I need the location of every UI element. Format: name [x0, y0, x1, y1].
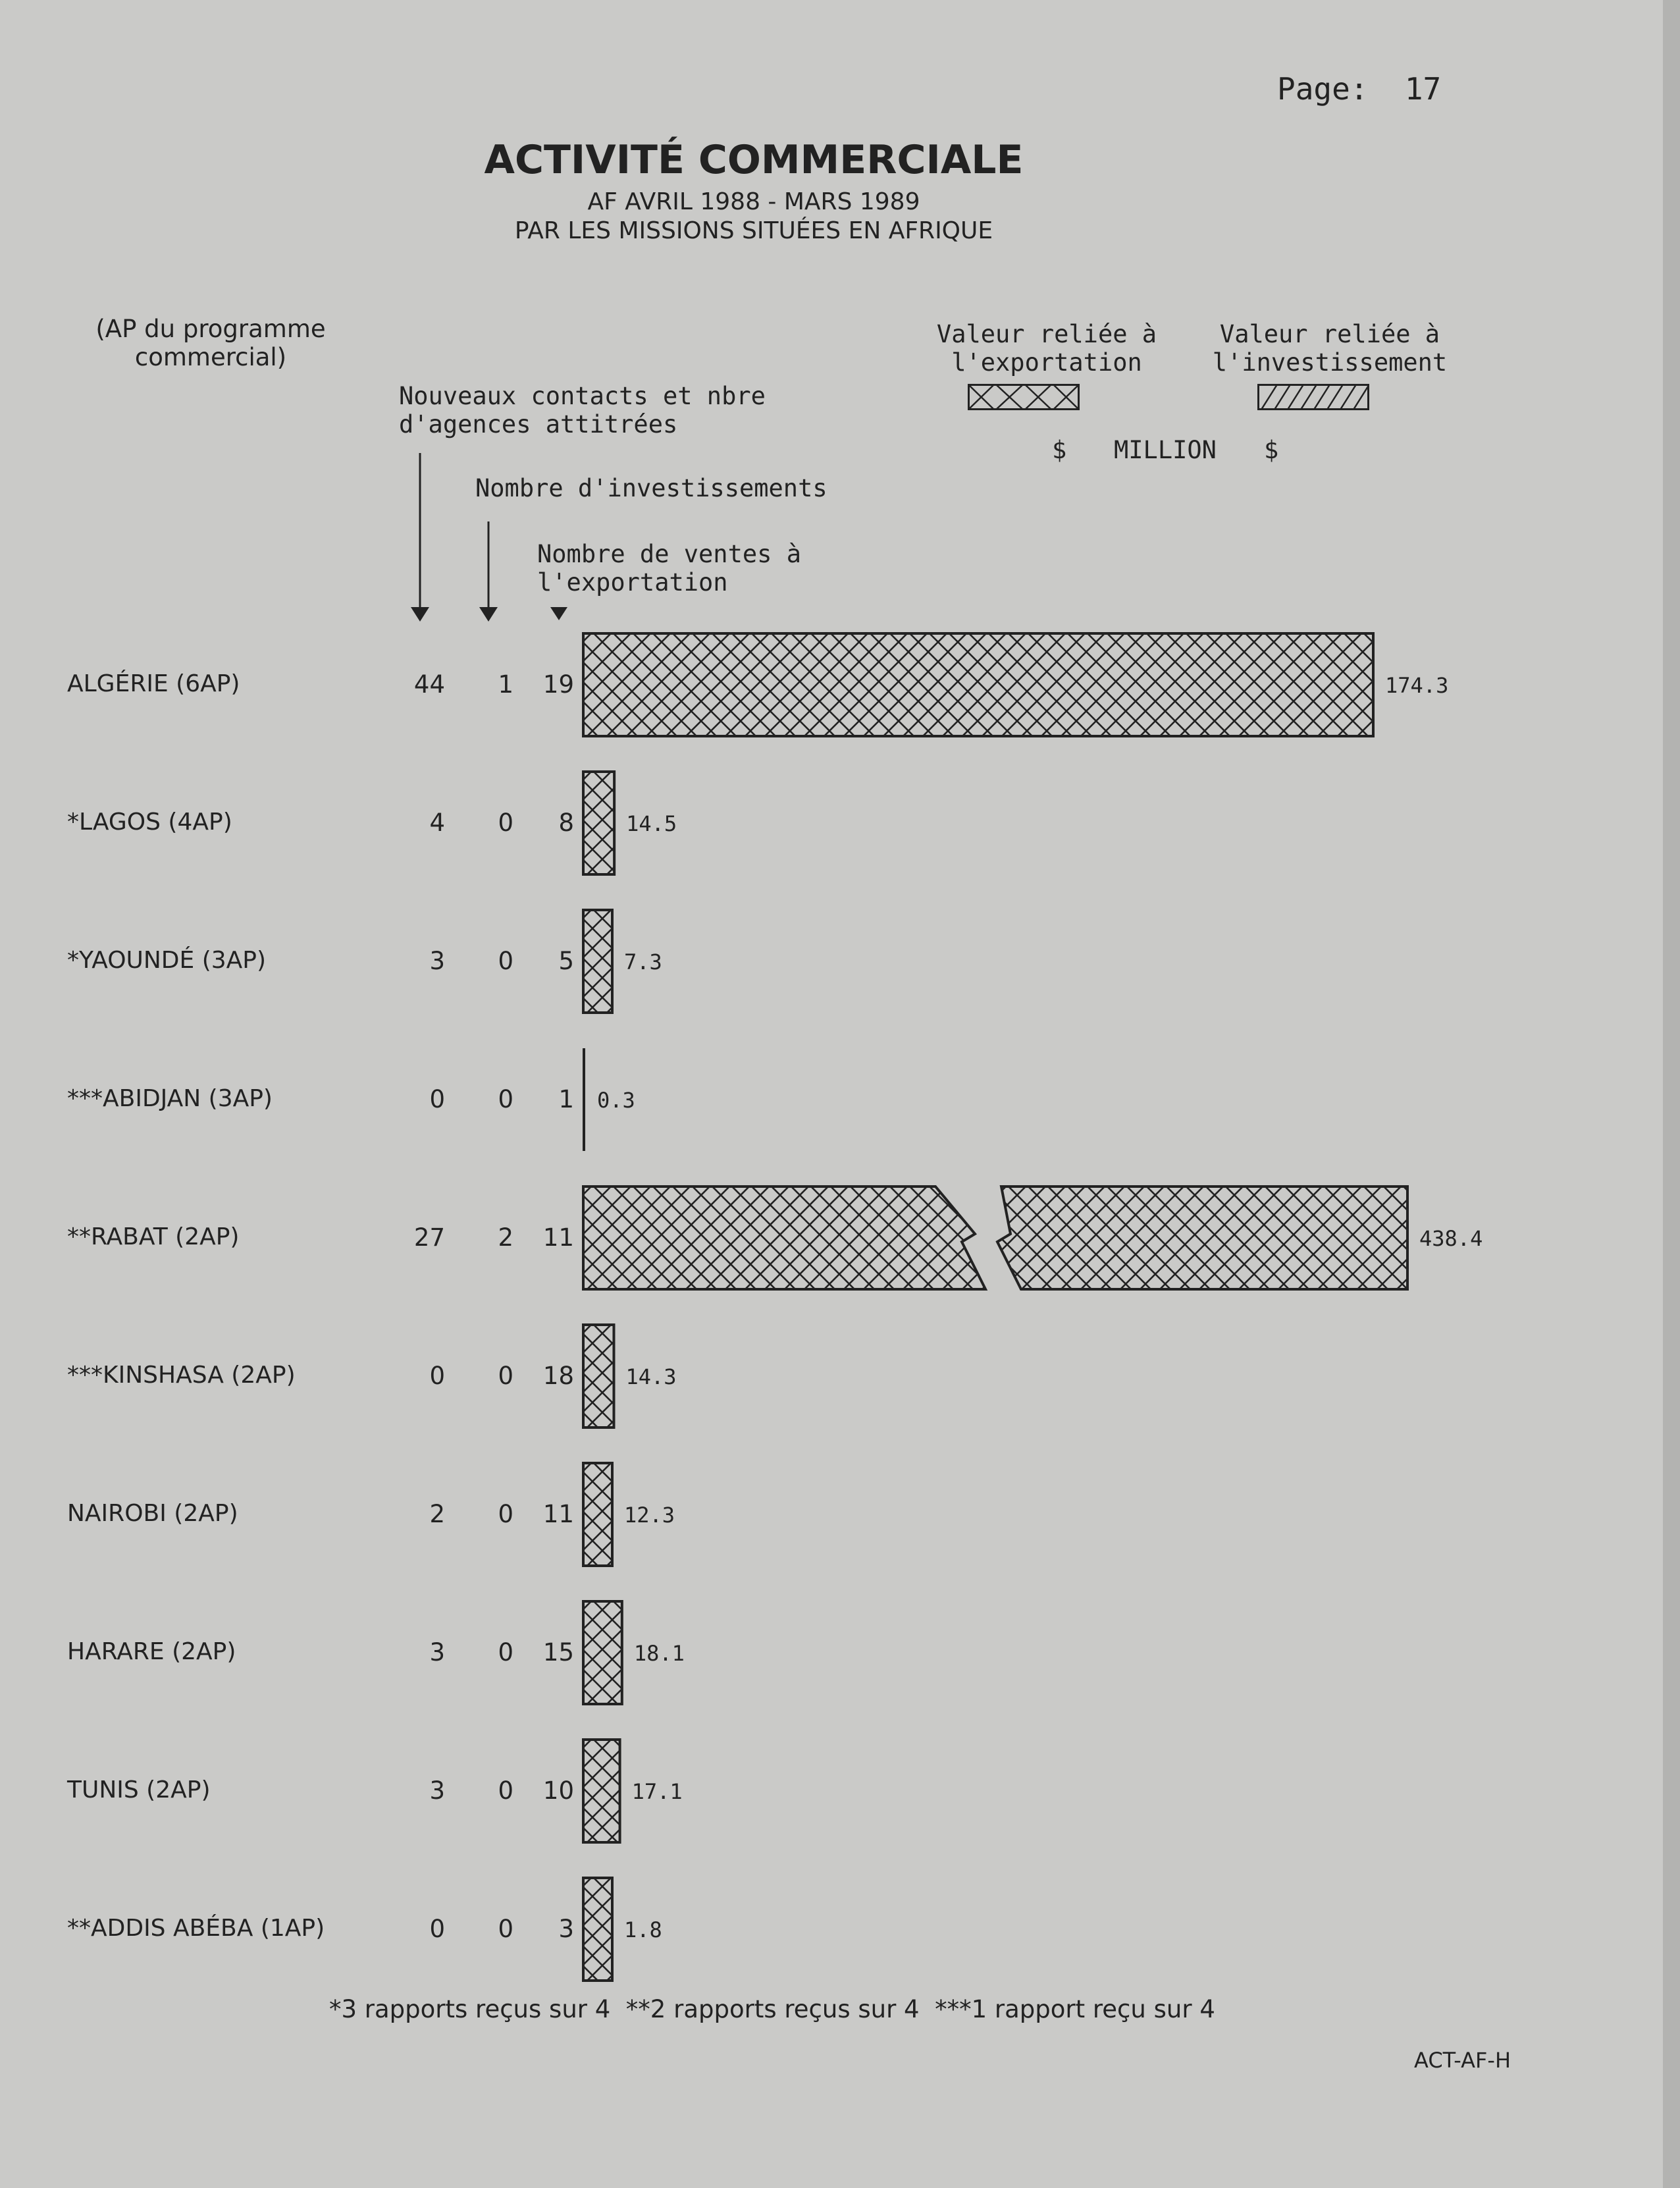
bar	[583, 910, 612, 1013]
export-sales-value: 5	[558, 947, 574, 975]
legend-investment-label: Valeur reliée à l'investissement	[1212, 320, 1448, 377]
bar	[583, 1463, 612, 1566]
bar-value-label: 0.3	[597, 1088, 635, 1113]
row-label: ***KINSHASA (2AP)	[67, 1362, 296, 1389]
bar-value-label: 14.5	[626, 811, 677, 836]
bar-value-label: 12.3	[624, 1503, 675, 1528]
bar-value-label: 7.3	[624, 949, 662, 974]
bar	[583, 772, 614, 874]
export-sales-value: 11	[542, 1500, 574, 1528]
new-contacts-value: 0	[429, 1362, 445, 1390]
export-sales-value: 8	[558, 809, 574, 837]
new-contacts-value: 4	[429, 809, 445, 837]
bar-value-label: 14.3	[625, 1364, 677, 1389]
investments-value: 0	[498, 1500, 513, 1528]
row-label: TUNIS (2AP)	[67, 1776, 211, 1803]
bar-value-label: 17.1	[631, 1779, 683, 1804]
investments-value: 0	[498, 1638, 513, 1667]
row-label: *YAOUNDÉ (3AP)	[67, 947, 267, 974]
bar-value-label: 174.3	[1385, 673, 1449, 698]
page-number: Page: 17	[1277, 71, 1442, 107]
chart-subtitle-period: AF AVRIL 1988 - MARS 1989	[587, 188, 920, 215]
bar	[583, 1187, 1407, 1289]
row-label: ***ABIDJAN (3AP)	[67, 1085, 273, 1112]
bar-value-label: 438.4	[1419, 1226, 1483, 1251]
unit-million: MILLION	[1114, 436, 1217, 464]
unit-dollar-left: $	[1052, 436, 1067, 464]
export-sales-value: 11	[542, 1223, 574, 1252]
bars-layer	[583, 633, 1483, 1981]
bar	[583, 1601, 622, 1704]
investments-value: 1	[498, 670, 513, 699]
export-sales-value: 18	[542, 1362, 574, 1390]
footnotes: *3 rapports reçus sur 4 **2 rapports reçus sur 4 ***1 rapport reçu sur 4	[329, 1995, 1215, 2023]
column-header-new-contacts: Nouveaux contacts et nbre d'agences attitrées	[399, 382, 766, 439]
new-contacts-value: 2	[429, 1500, 445, 1528]
export-sales-value: 19	[542, 670, 574, 699]
investments-value: 0	[498, 947, 513, 975]
row-label: **ADDIS ABÉBA (1AP)	[67, 1915, 325, 1942]
investments-value: 0	[498, 1362, 513, 1390]
new-contacts-value: 44	[413, 670, 445, 699]
row-label: ALGÉRIE (6AP)	[67, 670, 240, 697]
bar-value-label: 18.1	[633, 1641, 685, 1666]
new-contacts-value: 3	[429, 1776, 445, 1805]
chart-subtitle-scope: PAR LES MISSIONS SITUÉES EN AFRIQUE	[514, 217, 993, 244]
column-header-export-sales: Nombre de ventes à l'exportation	[537, 540, 801, 597]
unit-dollar-right: $	[1264, 436, 1279, 464]
legend-export-label: Valeur reliée à l'exportation	[936, 320, 1157, 377]
new-contacts-value: 27	[413, 1223, 445, 1252]
bar-value-label: 1.8	[624, 1917, 662, 1942]
new-contacts-value: 3	[429, 1638, 445, 1667]
export-sales-value: 1	[558, 1085, 574, 1113]
new-contacts-value: 3	[429, 947, 445, 975]
row-label: NAIROBI (2AP)	[67, 1500, 238, 1527]
investments-value: 0	[498, 1085, 513, 1113]
row-label: *LAGOS (4AP)	[67, 809, 232, 836]
export-sales-value: 3	[558, 1915, 574, 1943]
investments-value: 0	[498, 1915, 513, 1943]
export-sales-value: 10	[542, 1776, 574, 1805]
export-sales-value: 15	[542, 1638, 574, 1667]
row-label: HARARE (2AP)	[67, 1638, 236, 1665]
document-code: ACT-AF-H	[1414, 2048, 1511, 2073]
bar	[583, 1740, 620, 1842]
chart-title: ACTIVITÉ COMMERCIALE	[484, 137, 1024, 183]
investments-value: 2	[498, 1223, 513, 1252]
new-contacts-value: 0	[429, 1085, 445, 1113]
investments-value: 0	[498, 1776, 513, 1805]
program-note: (AP du programme commercial)	[95, 315, 326, 371]
bar	[583, 633, 1373, 736]
row-label: **RABAT (2AP)	[67, 1223, 240, 1250]
investments-value: 0	[498, 809, 513, 837]
bar	[583, 1325, 614, 1428]
new-contacts-value: 0	[429, 1915, 445, 1943]
bar	[583, 1878, 612, 1981]
column-header-investments: Nombre d'investissements	[475, 474, 827, 502]
